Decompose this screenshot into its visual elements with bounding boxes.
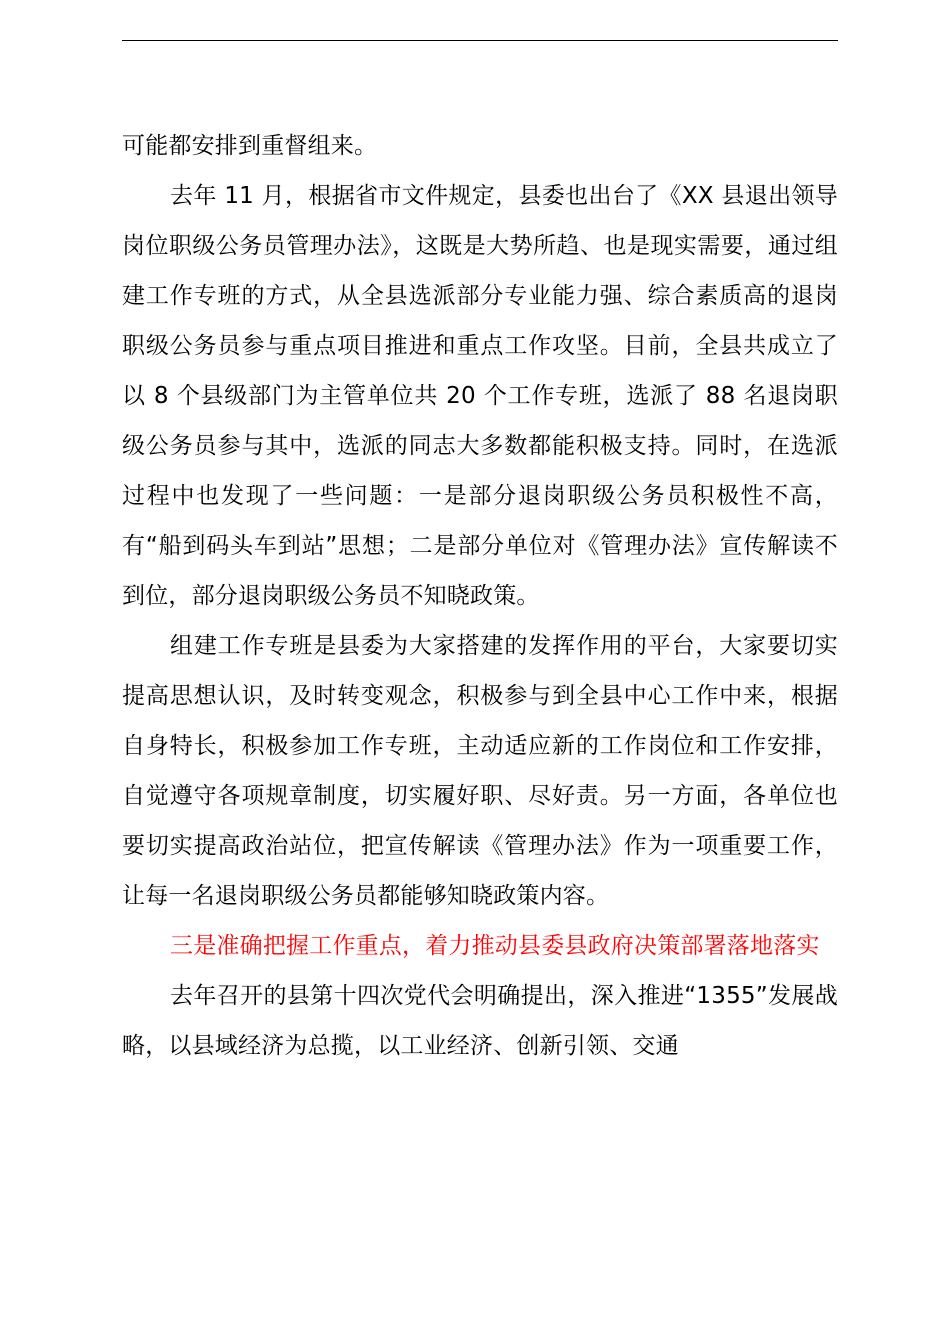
paragraph-management-measures: 去年 11 月，根据省市文件规定，县委也出台了《XX 县退出领导岗位职级公务员管理办法》，这既是大势所趋、也是现实需要，通过组建工作专班的方式，从全县选派部分专业能力强、综合素质高的退岗职级公务员参与重点项目推进和重点工作攻坚。目前，全县共成立了以 8 个县级部门为主管单位共 20 个工作专班，选派了 88 名退岗职级公务员参与其中，选派的同志大多数都能积极支持。同时，在选派过程中也发现了一些问题：一是部分退岗职级公务员积极性不高，有“船到码头车到站”思想；二是部分单位对《管理办法》宣传解读不到位，部分退岗职级公务员不知晓政策。 [122,183,838,609]
paragraph-continuation: 可能都安排到重督组来。 [122,133,378,159]
document-body [122,121,838,1071]
section-heading-third-point: 三是准确把握工作重点，着力推动县委县政府决策部署落地落实 [170,933,820,959]
header-rule [122,40,838,41]
paragraph-party-congress: 去年召开的县第十四次党代会明确提出，深入推进“1355”发展战略，以县域经济为总揽，以工业经济、创新引领、交通 [122,983,838,1059]
paragraph-work-task-force: 组建工作专班是县委为大家搭建的发挥作用的平台，大家要切实提高思想认识，及时转变观念，积极参与到全县中心工作中来，根据自身特长，积极参加工作专班，主动适应新的工作岗位和工作安排，自觉遵守各项规章制度，切实履好职、尽好责。另一方面，各单位也要切实提高政治站位，把宣传解读《管理办法》作为一项重要工作，让每一名退岗职级公务员都能够知晓政策内容。 [122,633,838,909]
